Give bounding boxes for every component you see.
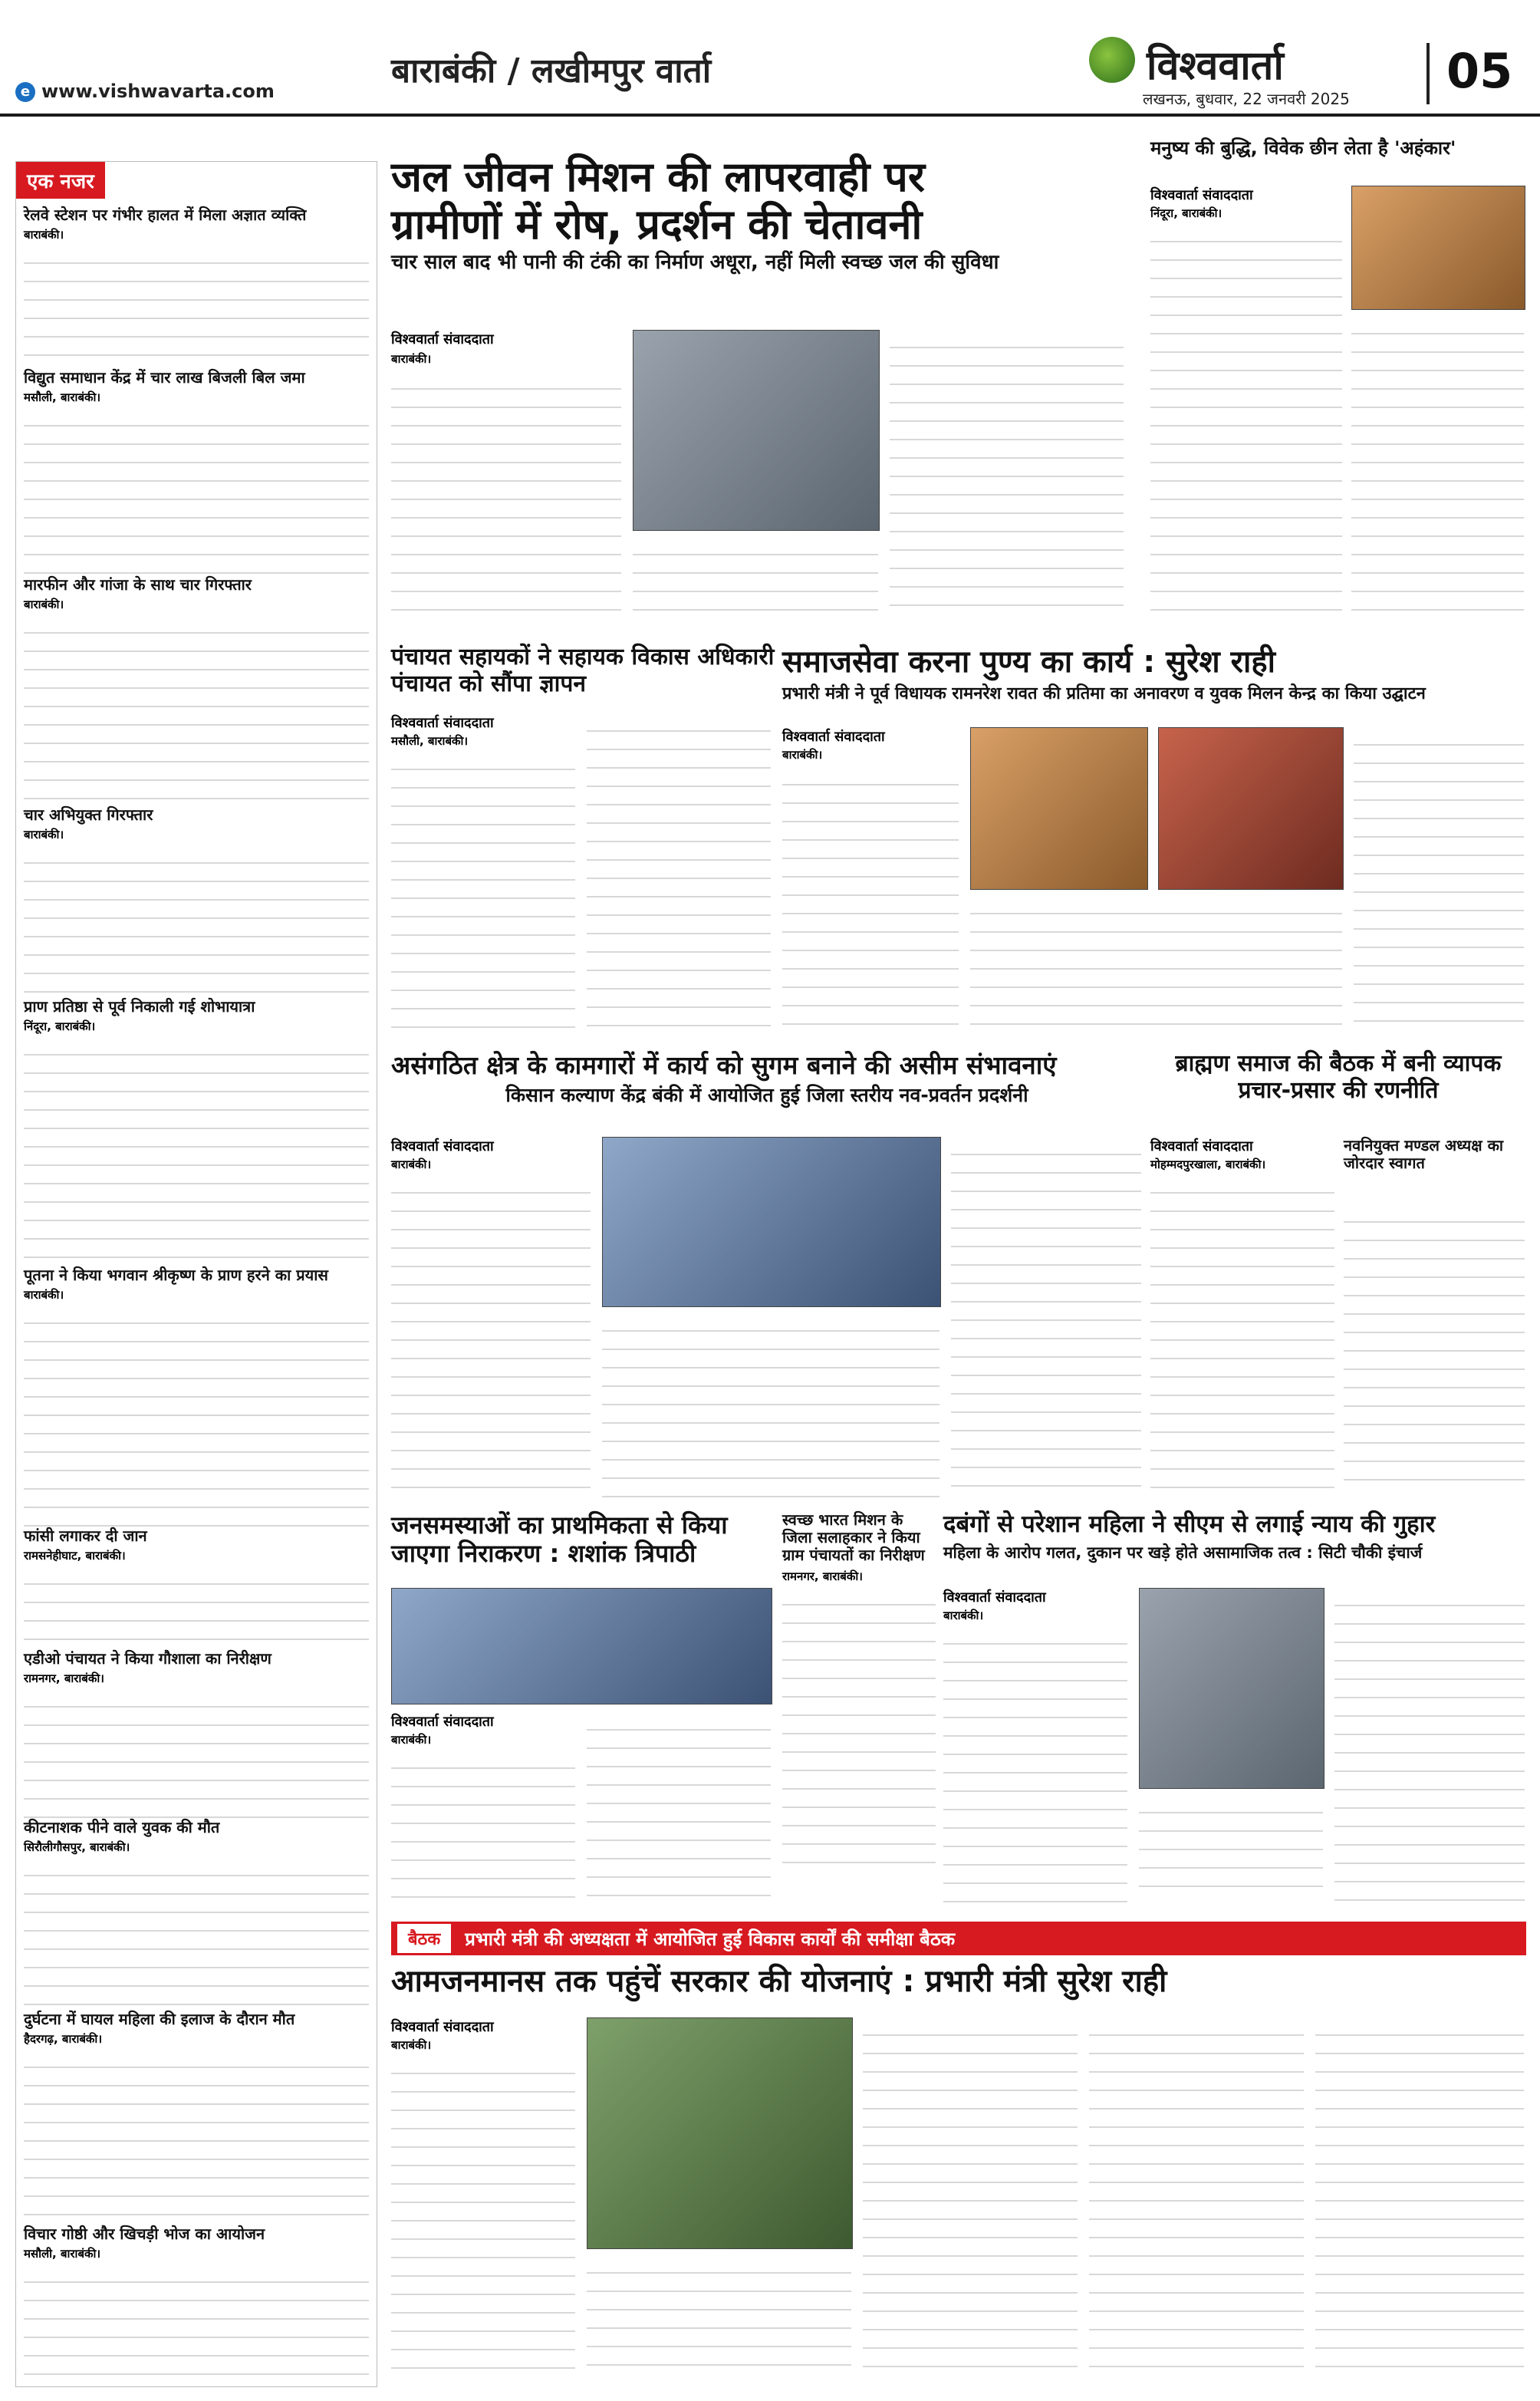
brief-headline: प्राण प्रतिष्ठा से पूर्व निकाली गई शोभायात्रा bbox=[24, 997, 255, 1016]
brief-headline: चार अभियुक्त गिरफ्तार bbox=[24, 805, 153, 824]
swachh-text bbox=[782, 1587, 936, 1863]
brief-item bbox=[24, 1266, 369, 1528]
review-meeting-photo bbox=[587, 2017, 853, 2249]
dabang-byline: विश्ववार्ता संवाददाता bbox=[943, 1589, 1046, 1606]
paper-logo-icon bbox=[1089, 37, 1135, 83]
bottom-text bbox=[1089, 2017, 1304, 2378]
brief-lead: निंदूरा, बाराबंकी। bbox=[24, 1019, 96, 1033]
website-link[interactable]: e www.vishwavarta.com bbox=[15, 81, 275, 102]
page-number: 05 bbox=[1426, 43, 1512, 104]
brahman-headline: ब्राह्मण समाज की बैठक में बनी व्यापक प्रचार-प्रसार की रणनीति bbox=[1175, 1050, 1502, 1104]
brief-lead: बाराबंकी। bbox=[24, 228, 64, 242]
unorganized-story bbox=[391, 1051, 1143, 1504]
brahman-lead: मोहम्मदपुरखाला, बाराबंकी। bbox=[1150, 1158, 1266, 1171]
meeting-photo bbox=[391, 1588, 772, 1704]
brief-headline: विचार गोष्ठी और खिचड़ी भोज का आयोजन bbox=[24, 2225, 265, 2243]
unorganized-text bbox=[602, 1313, 939, 1497]
masthead-rule bbox=[0, 114, 1540, 117]
brief-headline: कीटनाशक पीने वाले युवक की मौत bbox=[24, 1818, 220, 1836]
paper-name: विश्ववार्ता bbox=[1147, 43, 1284, 89]
unorganized-subhead: किसान कल्याण केंद्र बंकी में आयोजित हुई जिला स्तरीय नव-प्रवर्तन प्रदर्शनी bbox=[505, 1083, 1028, 1106]
dabang-text bbox=[1139, 1795, 1323, 1904]
samajseva-headline: समाजसेवा करना पुण्य का कार्य : सुरेश राही bbox=[782, 644, 1275, 680]
unorganized-headline: असंगठित क्षेत्र के कामगारों में कार्य को सुगम बनाने की असीम संभावनाएं bbox=[391, 1050, 1057, 1080]
ahankar-text bbox=[1150, 224, 1342, 623]
brief-headline: फांसी लगाकर दी जान bbox=[24, 1527, 147, 1545]
dabang-story bbox=[943, 1511, 1526, 1910]
bottom-text bbox=[863, 2017, 1078, 2378]
brief-lead: बाराबंकी। bbox=[24, 598, 64, 611]
brief-text bbox=[24, 2264, 369, 2380]
samajseva-story bbox=[782, 644, 1526, 1043]
janasamasya-story bbox=[391, 1511, 775, 1910]
unorganized-lead: बाराबंकी। bbox=[391, 1158, 432, 1171]
meeting-band-label: बैठक bbox=[397, 1924, 451, 1953]
meeting-band bbox=[391, 1922, 1526, 1955]
meeting-band-text: प्रभारी मंत्री की अध्यक्षता में आयोजित हुई विकास कार्यों की समीक्षा बैठक bbox=[465, 1928, 956, 1950]
panchayat-lead: मसौली, बाराबंकी। bbox=[391, 734, 469, 748]
complainant-photo bbox=[1139, 1588, 1324, 1789]
brahman-story bbox=[1150, 1051, 1526, 1504]
janasamasya-byline: विश्ववार्ता संवाददाता bbox=[391, 1714, 494, 1730]
dabang-headline: दबंगों से परेशान महिला ने सीएम से लगाई न्याय की गुहार bbox=[943, 1510, 1436, 1538]
samajseva-subhead: प्रभारी मंत्री ने पूर्व विधायक रामनरेश रावत की प्रतिमा का अनावरण व युवक मिलन केन्द्र का किया उद्घाटन bbox=[782, 684, 1426, 703]
panchayat-text bbox=[391, 752, 575, 1036]
speaker-photo bbox=[1351, 186, 1525, 310]
section-title: बाराबंकी / लखीमपुर वार्ता bbox=[391, 51, 712, 91]
lead-text bbox=[391, 371, 621, 617]
swachh-lead: रामनगर, बाराबंकी। bbox=[782, 1569, 863, 1583]
brief-lead: बाराबंकी। bbox=[24, 828, 64, 842]
lead-headline-1: जल जीवन मिशन की लापरवाही पर bbox=[391, 153, 925, 201]
janasamasya-headline: जनसमस्याओं का प्राथमिकता से किया जाएगा निराकरण : शशांक त्रिपाठी bbox=[391, 1510, 728, 1568]
brief-item bbox=[24, 1527, 369, 1651]
brief-lead: मसौली, बाराबंकी। bbox=[24, 390, 101, 404]
lead-headline-2: ग्रामीणों में रोष, प्रदर्शन की चेतावनी bbox=[391, 200, 923, 249]
ahankar-byline: विश्ववार्ता संवाददाता bbox=[1150, 187, 1253, 203]
brief-item bbox=[24, 806, 369, 999]
brief-lead: मसौली, बाराबंकी। bbox=[24, 2247, 101, 2261]
dabang-lead: बाराबंकी। bbox=[943, 1609, 984, 1622]
brief-text bbox=[24, 245, 369, 368]
panchayat-headline: पंचायत सहायकों ने सहायक विकास अधिकारी पंचायत को सौंपा ज्ञापन bbox=[391, 644, 775, 697]
bottom-lead: बाराबंकी। bbox=[391, 2038, 432, 2052]
brief-item bbox=[24, 576, 369, 807]
ek-nazar-column bbox=[15, 161, 377, 2387]
brahman-callout: नवनियुक्त मण्डल अध्यक्ष का जोरदार स्वागत bbox=[1344, 1136, 1504, 1172]
lead-text bbox=[633, 537, 878, 614]
brief-lead: रामसनेहीघाट, बाराबंकी। bbox=[24, 1549, 126, 1563]
bottom-text bbox=[391, 2056, 575, 2378]
bottom-story bbox=[391, 1964, 1526, 2386]
ahankar-lead: निंदूरा, बाराबंकी। bbox=[1150, 206, 1222, 220]
janasamasya-text bbox=[587, 1712, 771, 1904]
swachh-headline: स्वच्छ भारत मिशन के जिला सलाहकार ने किया ग्राम पंचायतों का निरीक्षण bbox=[782, 1510, 925, 1564]
brief-item bbox=[24, 2011, 369, 2218]
panchayat-byline: विश्ववार्ता संवाददाता bbox=[391, 715, 494, 731]
brief-item bbox=[24, 206, 369, 368]
dateline: लखनऊ, बुधवार, 22 जनवरी 2025 bbox=[1143, 90, 1350, 108]
lead-story bbox=[391, 153, 1127, 629]
brief-headline: विद्युत समाधान केंद्र में चार लाख बिजली बिल जमा bbox=[24, 368, 305, 387]
brief-lead: हैदरगढ़, बाराबंकी। bbox=[24, 2032, 103, 2046]
brief-text bbox=[24, 615, 369, 807]
brief-headline: एडीओ पंचायत ने किया गौशाला का निरीक्षण bbox=[24, 1649, 271, 1668]
brief-headline: मारफीन और गांजा के साथ चार गिरफ्तार bbox=[24, 575, 252, 594]
samajseva-text bbox=[970, 896, 1342, 1036]
brief-text bbox=[24, 408, 369, 577]
unorganized-text bbox=[951, 1137, 1141, 1497]
ek-nazar-kicker: एक नजर bbox=[16, 162, 105, 199]
lead-subhead: चार साल बाद भी पानी की टंकी का निर्माण अधूरा, नहीं मिली स्वच्छ जल की सुविधा bbox=[391, 251, 999, 275]
brief-headline: रेलवे स्टेशन पर गंभीर हालत में मिला अज्ञात व्यक्ति bbox=[24, 206, 307, 224]
dabang-text bbox=[943, 1626, 1127, 1904]
brief-item bbox=[24, 2225, 369, 2380]
award-ceremony-photo bbox=[602, 1137, 941, 1307]
brief-item bbox=[24, 1650, 369, 1820]
ahankar-text bbox=[1351, 316, 1524, 623]
unorganized-text bbox=[391, 1175, 591, 1497]
bottom-text bbox=[587, 2255, 851, 2378]
brief-text bbox=[24, 845, 369, 999]
brief-item bbox=[24, 369, 369, 577]
bottom-byline: विश्ववार्ता संवाददाता bbox=[391, 2019, 494, 2035]
statue-unveiling-photo bbox=[970, 727, 1148, 890]
brief-item bbox=[24, 1819, 369, 2011]
bottom-headline: आमजनमानस तक पहुंचें सरकार की योजनाएं : प्रभारी मंत्री सुरेश राही bbox=[391, 1964, 1167, 1999]
samajseva-byline: विश्ववार्ता संवाददाता bbox=[782, 729, 885, 745]
ahankar-story bbox=[1150, 138, 1526, 637]
samajseva-lead: बाराबंकी। bbox=[782, 748, 823, 762]
brief-headline: पूतना ने किया भगवान श्रीकृष्ण के प्राण हरने का प्रयास bbox=[24, 1266, 328, 1284]
brahman-text bbox=[1150, 1175, 1334, 1497]
brief-text bbox=[24, 1306, 369, 1528]
panchayat-text bbox=[587, 713, 771, 1036]
lead-lead: बाराबंकी। bbox=[391, 352, 432, 366]
brief-headline: दुर्घटना में घायल महिला की इलाज के दौरान मौत bbox=[24, 2010, 295, 2028]
janasamasya-text bbox=[391, 1751, 575, 1904]
minister-event-photo bbox=[1158, 727, 1344, 890]
samajseva-text bbox=[1354, 727, 1524, 1036]
brief-text bbox=[24, 1037, 369, 1267]
masthead bbox=[0, 0, 1540, 115]
water-tank-photo bbox=[633, 330, 880, 531]
panchayat-story bbox=[391, 644, 775, 1043]
brief-item bbox=[24, 998, 369, 1267]
brahman-text bbox=[1344, 1204, 1525, 1497]
brief-text bbox=[24, 2050, 369, 2218]
dabang-subhead: महिला के आरोप गलत, दुकान पर खड़े होते असामाजिक तत्व : सिटी चौकी इंचार्ज bbox=[943, 1543, 1423, 1562]
lead-byline: विश्ववार्ता संवाददाता bbox=[391, 331, 494, 347]
ahankar-headline: मनुष्य की बुद्धि, विवेक छीन लेता है 'अहंकार' bbox=[1150, 137, 1456, 159]
unorganized-byline: विश्ववार्ता संवाददाता bbox=[391, 1138, 494, 1154]
janasamasya-lead: बाराबंकी। bbox=[391, 1733, 432, 1747]
brief-text bbox=[24, 1566, 369, 1651]
brief-lead: रामनगर, बाराबंकी। bbox=[24, 1671, 104, 1685]
brahman-byline: विश्ववार्ता संवाददाता bbox=[1150, 1138, 1253, 1154]
brief-lead: सिरौलीगौसपुर, बाराबंकी। bbox=[24, 1840, 130, 1854]
swachh-story bbox=[782, 1511, 936, 1910]
dabang-text bbox=[1334, 1588, 1525, 1904]
samajseva-text bbox=[782, 767, 959, 1036]
bottom-text bbox=[1315, 2017, 1524, 2378]
brief-text bbox=[24, 1858, 369, 2011]
brief-text bbox=[24, 1689, 369, 1820]
browser-e-icon: e bbox=[15, 82, 35, 102]
lead-text bbox=[890, 330, 1124, 618]
brief-lead: बाराबंकी। bbox=[24, 1288, 64, 1302]
